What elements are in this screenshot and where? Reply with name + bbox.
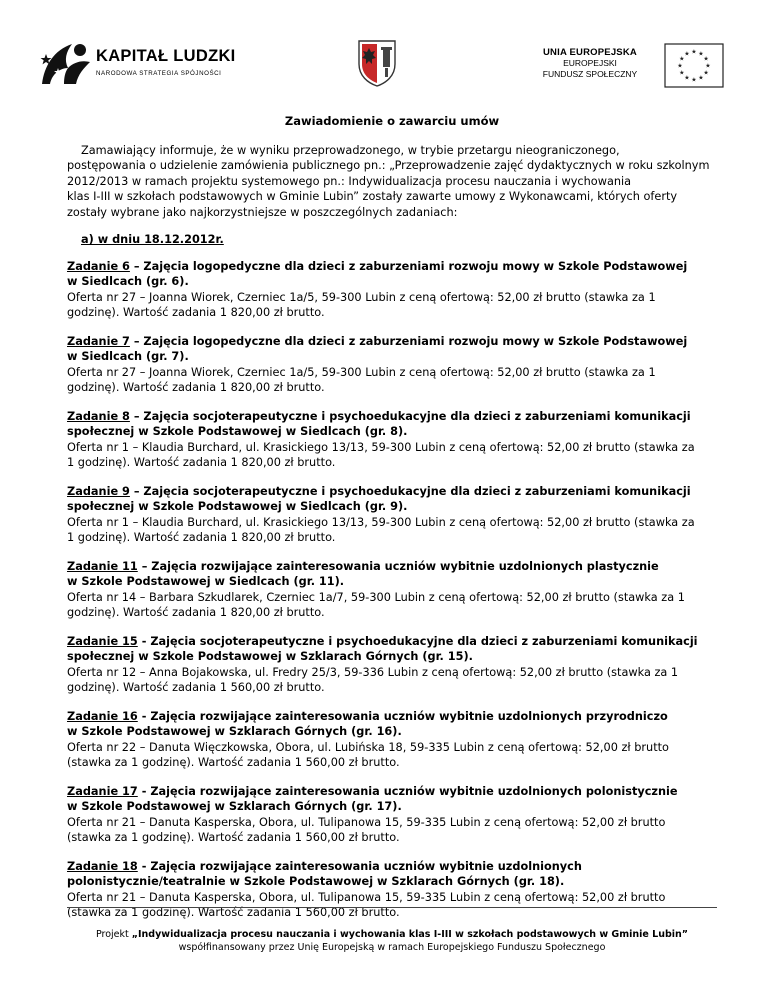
task-offer-line: Oferta nr 21 – Danuta Kasperska, Obora, ul. Tulipanowa 15, 59-335 Lubin z ceną ofertową: 52,00 zł brutto bbox=[67, 890, 666, 904]
footer-divider bbox=[67, 907, 717, 908]
task-separator: – bbox=[129, 409, 144, 423]
task-block bbox=[67, 784, 717, 846]
task-title-line: Zajęcia socjoterapeutyczne i psychoedukacyjne dla dzieci z zaburzeniami komunikacji bbox=[143, 409, 691, 423]
eu-star-icon: ★ bbox=[703, 55, 709, 63]
task-title-line: w Siedlcach (gr. 6). bbox=[67, 275, 189, 288]
task-offer-line: Oferta nr 1 – Klaudia Burchard, ul. Krasickiego 13/13, 59-300 Lubin z ceną ofertową: 52,00 zł brutto (stawka za bbox=[67, 440, 695, 454]
document-body bbox=[67, 114, 717, 934]
task-block bbox=[67, 409, 717, 471]
page-header bbox=[0, 0, 768, 110]
task-block bbox=[67, 634, 717, 696]
task-separator: – bbox=[129, 484, 144, 498]
intro-line: zostały wybrane jako najkorzystniejsze w poszczególnych zadaniach: bbox=[67, 205, 458, 219]
task-heading bbox=[67, 559, 717, 575]
eu-star-icon: ★ bbox=[698, 74, 704, 82]
task-block bbox=[67, 709, 717, 771]
eu-star-icon: ★ bbox=[698, 50, 704, 58]
task-separator: - bbox=[137, 634, 151, 648]
eu-line-2: EUROPEJSKI bbox=[563, 58, 617, 68]
task-number: Zadanie 15 bbox=[67, 634, 138, 648]
task-separator: - bbox=[137, 709, 151, 723]
footer-line-1 bbox=[67, 928, 717, 941]
task-number: Zadanie 7 bbox=[67, 334, 130, 348]
eu-star-icon: ★ bbox=[684, 74, 690, 82]
kapital-ludzki-title: KAPITAŁ LUDZKI bbox=[96, 47, 236, 65]
task-number: Zadanie 16 bbox=[67, 709, 138, 723]
task-heading bbox=[67, 409, 717, 425]
eu-star-icon: ★ bbox=[679, 55, 685, 63]
task-heading bbox=[67, 709, 717, 725]
task-heading bbox=[67, 784, 717, 800]
eu-line-3: FUNDUSZ SPOŁECZNY bbox=[542, 69, 638, 79]
task-title-line: Zajęcia logopedyczne dla dzieci z zaburzeniami rozwoju mowy w Szkole Podstawowej bbox=[143, 334, 688, 348]
page-title: Zawiadomienie o zawarciu umów bbox=[284, 114, 500, 128]
task-number: Zadanie 8 bbox=[67, 409, 130, 423]
task-heading bbox=[67, 859, 717, 875]
intro-line: Zamawiający informuje, że w wyniku przeprowadzonego, w trybie przetargu nieograniczonego, bbox=[81, 143, 620, 157]
task-number: Zadanie 6 bbox=[67, 259, 130, 273]
task-block bbox=[67, 859, 717, 921]
task-number: Zadanie 11 bbox=[67, 559, 138, 573]
intro-paragraph bbox=[67, 143, 717, 221]
task-title-line: polonistycznie/teatralnie w Szkole Podstawowej w Szklarach Górnych (gr. 18). bbox=[67, 875, 565, 888]
task-offer-line: (stawka za 1 godzinę). Wartość zadania 1 560,00 zł brutto. bbox=[67, 756, 400, 769]
eu-star-icon: ★ bbox=[691, 76, 697, 84]
task-offer-line: godzinę). Wartość zadania 1 820,00 zł brutto. bbox=[67, 606, 325, 619]
task-title-line: społecznej w Szkole Podstawowej w Szklarach Górnych (gr. 15). bbox=[67, 650, 473, 663]
task-separator: – bbox=[129, 259, 144, 273]
task-separator: – bbox=[129, 334, 144, 348]
footer-line-2: współfinansowany przez Unię Europejską w ramach Europejskiego Funduszu Społecznego bbox=[178, 942, 606, 953]
task-offer-line: godzinę). Wartość zadania 1 820,00 zł brutto. bbox=[67, 306, 325, 319]
page-footer bbox=[67, 928, 717, 954]
eu-star-icon: ★ bbox=[684, 50, 690, 58]
task-heading bbox=[67, 259, 717, 275]
task-title-line: Zajęcia logopedyczne dla dzieci z zaburzeniami rozwoju mowy w Szkole Podstawowej bbox=[143, 259, 688, 273]
eu-star-icon: ★ bbox=[679, 69, 685, 77]
task-offer-line: Oferta nr 1 – Klaudia Burchard, ul. Krasickiego 13/13, 59-300 Lubin z ceną ofertową: 52,00 zł brutto (stawka za bbox=[67, 515, 695, 529]
task-offer-line: Oferta nr 27 – Joanna Wiorek, Czerniec 1a/5, 59-300 Lubin z ceną ofertową: 52,00 zł brutto (stawka za 1 bbox=[67, 290, 656, 304]
footer-project-name: „Indywidualizacja procesu nauczania i wychowania klas I-III w szkołach podstawowych w Gminie Lubin” bbox=[131, 929, 689, 940]
task-offer-line: Oferta nr 12 – Anna Bojakowska, ul. Fredry 25/3, 59-336 Lubin z ceną ofertową: 52,00 zł brutto (stawka za 1 bbox=[67, 665, 679, 679]
task-offer-line: Oferta nr 21 – Danuta Kasperska, Obora, ul. Tulipanowa 15, 59-335 Lubin z ceną ofertową: 52,00 zł brutto bbox=[67, 815, 666, 829]
task-title-line: Zajęcia rozwijające zainteresowania uczniów wybitnie uzdolnionych polonistycznie bbox=[150, 784, 678, 798]
eu-star-icon: ★ bbox=[703, 69, 709, 77]
task-list bbox=[67, 259, 717, 921]
task-offer-line: godzinę). Wartość zadania 1 560,00 zł brutto. bbox=[67, 681, 325, 694]
task-number: Zadanie 17 bbox=[67, 784, 138, 798]
eu-star-icon: ★ bbox=[705, 62, 711, 70]
task-heading bbox=[67, 334, 717, 350]
task-offer-line: (stawka za 1 godzinę). Wartość zadania 1 560,00 zł brutto. bbox=[67, 831, 400, 844]
task-title-line: Zajęcia rozwijające zainteresowania uczniów wybitnie uzdolnionych plastycznie bbox=[151, 559, 659, 573]
task-title-line: społecznej w Szkole Podstawowej w Siedlcach (gr. 8). bbox=[67, 425, 408, 438]
task-offer-line: Oferta nr 14 – Barbara Szkudlarek, Czerniec 1a/7, 59-300 Lubin z ceną ofertową: 52,00 zł brutto (stawka za 1 bbox=[67, 590, 685, 604]
task-number: Zadanie 18 bbox=[67, 859, 138, 873]
task-heading bbox=[67, 484, 717, 500]
task-block bbox=[67, 484, 717, 546]
eu-flag-icon bbox=[664, 43, 724, 88]
task-title-line: w Szkole Podstawowej w Szklarach Górnych (gr. 16). bbox=[67, 725, 402, 738]
date-heading: a) w dniu 18.12.2012r. bbox=[81, 233, 224, 246]
task-block bbox=[67, 334, 717, 396]
task-offer-line: 1 godzinę). Wartość zadania 1 820,00 zł brutto. bbox=[67, 456, 336, 469]
task-number: Zadanie 9 bbox=[67, 484, 130, 498]
task-offer-line: (stawka za 1 godzinę). Wartość zadania 1 560,00 zł brutto. bbox=[67, 906, 400, 919]
eu-star-icon: ★ bbox=[677, 62, 683, 70]
task-separator: – bbox=[137, 559, 152, 573]
task-title-line: w Szkole Podstawowej w Siedlcach (gr. 11). bbox=[67, 575, 345, 588]
task-block bbox=[67, 559, 717, 621]
task-title-line: Zajęcia socjoterapeutyczne i psychoedukacyjne dla dzieci z zaburzeniami komunikacji bbox=[150, 634, 698, 648]
task-separator: - bbox=[137, 784, 151, 798]
gmina-coat-of-arms-icon bbox=[356, 38, 398, 88]
task-heading bbox=[67, 634, 717, 650]
task-title-line: Zajęcia rozwijające zainteresowania uczniów wybitnie uzdolnionych bbox=[150, 859, 582, 873]
task-offer-line: Oferta nr 22 – Danuta Więczkowska, Obora, ul. Lubińska 18, 59-335 Lubin z ceną ofertową: 52,00 zł brutto bbox=[67, 740, 669, 754]
task-offer-line: 1 godzinę). Wartość zadania 1 820,00 zł brutto. bbox=[67, 531, 336, 544]
task-title-line: Zajęcia socjoterapeutyczne i psychoedukacyjne dla dzieci z zaburzeniami komunikacji bbox=[143, 484, 691, 498]
intro-line: 2012/2013 w ramach projektu systemowego pn.: Indywidualizacja procesu nauczania i wychowania bbox=[67, 174, 632, 188]
task-offer-line: Oferta nr 27 – Joanna Wiorek, Czerniec 1a/5, 59-300 Lubin z ceną ofertową: 52,00 zł brutto (stawka za 1 bbox=[67, 365, 656, 379]
task-block bbox=[67, 259, 717, 321]
kapital-ludzki-logo-icon bbox=[38, 38, 98, 88]
task-title-line: społecznej w Szkole Podstawowej w Siedlcach (gr. 9). bbox=[67, 500, 408, 513]
task-title-line: Zajęcia rozwijające zainteresowania uczniów wybitnie uzdolnionych przyrodniczo bbox=[150, 709, 668, 723]
task-separator: - bbox=[137, 859, 151, 873]
intro-line: postępowania o udzielenie zamówienia publicznego pn.: „Przeprowadzenie zajęć dydaktycznych w roku szkolnym bbox=[67, 159, 710, 172]
task-offer-line: godzinę). Wartość zadania 1 820,00 zł brutto. bbox=[67, 381, 325, 394]
eu-star-icon: ★ bbox=[691, 48, 697, 56]
footer-prefix: Projekt bbox=[95, 929, 132, 940]
eu-line-1: UNIA EUROPEJSKA bbox=[543, 47, 637, 58]
task-title-line: w Siedlcach (gr. 7). bbox=[67, 350, 189, 363]
kapital-ludzki-subtitle: NARODOWA STRATEGIA SPÓJNOŚCI bbox=[96, 70, 222, 77]
task-title-line: w Szkole Podstawowej w Szklarach Górnych (gr. 17). bbox=[67, 800, 402, 813]
eu-fund-text bbox=[520, 47, 660, 80]
intro-line: klas I-III w szkołach podstawowych w Gminie Lubin” zostały zawarte umowy z Wykonawcami, których oferty bbox=[67, 190, 678, 203]
